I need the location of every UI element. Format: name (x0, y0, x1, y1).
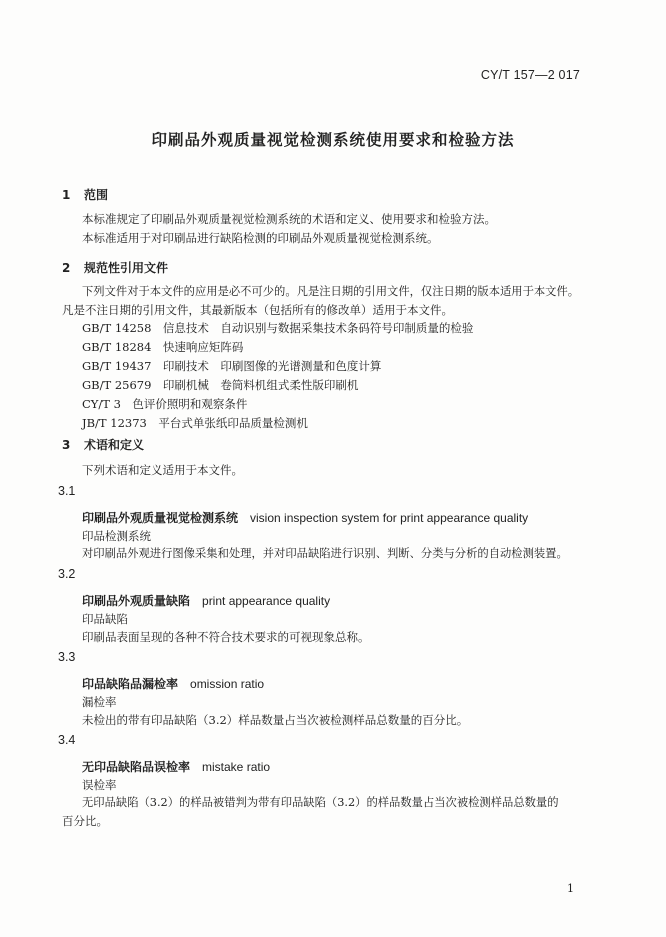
reference-title: 印刷机械 卷筒料机组式柔性版印刷机 (162, 378, 359, 392)
term-zh: 印刷品外观质量视觉检测系统 (82, 511, 239, 525)
term-definition: 印刷品表面呈现的各种不符合技术要求的可视现象总称。 (82, 630, 370, 644)
standard-code: CY/T 157—2 017 (480, 68, 580, 82)
term-heading (82, 675, 264, 692)
term-alias: 印品检测系统 (82, 529, 151, 543)
reference-code: GB/T 25679 (82, 378, 152, 392)
term-definition-line-1: 无印品缺陷（3.2）的样品被错判为带有印品缺陷（3.2）的样品数量占当次被检测样品总数量的 (82, 796, 559, 809)
reference-title: 印刷技术 印刷图像的光谱测量和色度计算 (162, 359, 382, 373)
term-heading (82, 509, 528, 526)
section-number: 1 (62, 188, 71, 202)
reference-code: GB/T 19437 (82, 359, 152, 373)
reference-code: GB/T 18284 (82, 340, 152, 354)
reference-code: JB/T 12373 (82, 416, 147, 430)
section-number: 2 (62, 261, 71, 275)
reference-title: 信息技术 自动识别与数据采集技术条码符号印制质量的检验 (162, 321, 474, 335)
term-en: print appearance quality (202, 594, 331, 608)
reference-item (82, 377, 358, 393)
reference-title: 快速响应矩阵码 (162, 340, 244, 354)
reference-item (82, 339, 243, 355)
section-heading-terms-definitions (62, 436, 144, 453)
term-alias: 误检率 (82, 778, 117, 792)
document-title: 印刷品外观质量视觉检测系统使用要求和检验方法 (151, 131, 515, 149)
term-en: mistake ratio (202, 760, 271, 774)
term-zh: 无印品缺陷品误检率 (82, 760, 191, 774)
term-heading (82, 758, 270, 775)
reference-item (82, 396, 247, 412)
reference-item (82, 320, 473, 336)
term-number: 3.2 (58, 567, 76, 581)
section-heading-scope (62, 186, 108, 203)
terms-intro: 下列术语和定义适用于本文件。 (82, 463, 243, 477)
term-definition-line-2: 百分比。 (62, 814, 108, 828)
term-en: omission ratio (190, 677, 265, 691)
reference-code: CY/T 3 (82, 397, 121, 411)
reference-title: 平台式单张纸印品质量检测机 (158, 416, 308, 430)
term-definition: 对印刷品外观进行图像采集和处理，并对印品缺陷进行识别、判断、分类与分析的自动检测装置。 (82, 547, 568, 560)
section-title: 范围 (84, 188, 109, 202)
section-heading-normative-references (62, 259, 168, 276)
term-number: 3.3 (58, 650, 76, 664)
reference-code: GB/T 14258 (82, 321, 152, 335)
term-alias: 印品缺陷 (82, 612, 128, 626)
references-intro-line-1: 下列文件对于本文件的应用是必不可少的。凡是注日期的引用文件，仅注日期的版本适用于本文件。 (82, 285, 580, 298)
term-number: 3.1 (58, 484, 76, 498)
term-number: 3.4 (58, 733, 76, 747)
page-number: 1 (567, 882, 574, 895)
reference-item (82, 415, 308, 431)
term-zh: 印品缺陷品漏检率 (82, 677, 179, 691)
section-title: 规范性引用文件 (84, 261, 169, 275)
section-title: 术语和定义 (84, 438, 145, 452)
scope-line-1: 本标准规定了印刷品外观质量视觉检测系统的术语和定义、使用要求和检验方法。 (82, 212, 496, 226)
term-zh: 印刷品外观质量缺陷 (82, 594, 191, 608)
references-intro-line-2: 凡是不注日期的引用文件，其最新版本（包括所有的修改单）适用于本文件。 (62, 303, 453, 317)
term-heading (82, 592, 330, 609)
term-definition: 未检出的带有印品缺陷（3.2）样品数量占当次被检测样品总数量的百分比。 (82, 713, 469, 727)
scope-line-2: 本标准适用于对印刷品进行缺陷检测的印刷品外观质量视觉检测系统。 (82, 231, 439, 245)
section-number: 3 (62, 438, 71, 452)
term-alias: 漏检率 (82, 695, 117, 709)
reference-title: 色评价照明和观察条件 (132, 397, 248, 411)
reference-item (82, 358, 381, 374)
term-en: vision inspection system for print appearance quality (250, 511, 529, 525)
